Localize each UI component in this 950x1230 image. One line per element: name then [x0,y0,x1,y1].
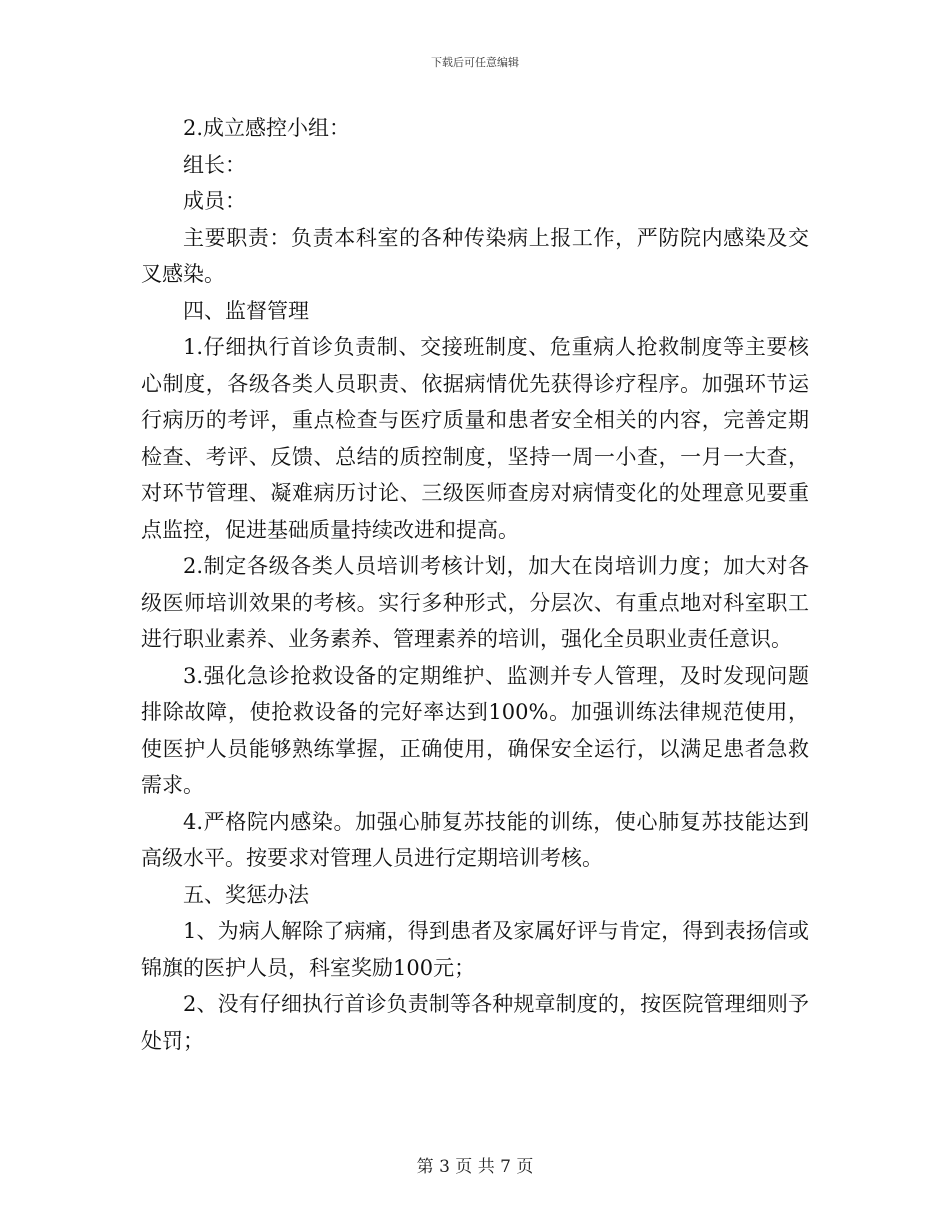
paragraph-members: 成员： [183,189,246,213]
paragraph-supervision-1: 1.仔细执行首诊负责制、交接班制度、危重病人抢救制度等主要核心制度，各级各类人员职责、依据病情优先获得诊疗程序。加强环节运行病历的考评，重点检查与医疗质量和患者安全相关的内容，完善定期检查、考评、反馈、总结的质控制度，坚持一周一小查，一月一大查，对环节管理、凝难病历讨论、三级医师查房对病情变化的处理意见要重点监控，促进基础质量持续改进和提高。 [141,335,809,542]
paragraph-infection-group-title: 2.成立感控小组： [183,116,351,140]
paragraph-rewards-1: 1、为病人解除了病痛，得到患者及家属好评与肯定，得到表扬信或锦旗的医护人员，科室奖励100元； [141,919,809,980]
section-heading-supervision: 四、监督管理 [183,298,309,323]
paragraph-rewards-2: 2、没有仔细执行首诊负责制等各种规章制度的，按医院管理细则予处罚； [141,992,809,1053]
page-footer: 第 3 页 共 7 页 [416,1157,534,1177]
section-heading-rewards: 五、奖惩办法 [183,882,309,907]
paragraph-supervision-2: 2.制定各级各类人员培训考核计划，加大在岗培训力度；加大对各级医师培训效果的考核。实行多种形式，分层次、有重点地对科室职工进行职业素养、业务素养、管理素养的培训，强化全员职业责任意识。 [141,554,809,651]
page-header: 下载后可任意编辑 [431,56,519,69]
document-body [141,110,809,1059]
paragraph-main-duties: 主要职责：负责本科室的各种传染病上报工作，严防院内感染及交叉感染。 [141,225,809,286]
paragraph-supervision-4: 4.严格院内感染。加强心肺复苏技能的训练，使心肺复苏技能达到高级水平。按要求对管理人员进行定期培训考核。 [141,809,809,870]
paragraph-group-leader: 组长： [183,152,246,177]
paragraph-supervision-3: 3.强化急诊抢救设备的定期维护、监测并专人管理，及时发现问题排除故障，使抢救设备的完好率达到100%。加强训练法律规范使用，使医护人员能够熟练掌握，正确使用，确保安全运行，以满足患者急救需求。 [141,663,809,797]
